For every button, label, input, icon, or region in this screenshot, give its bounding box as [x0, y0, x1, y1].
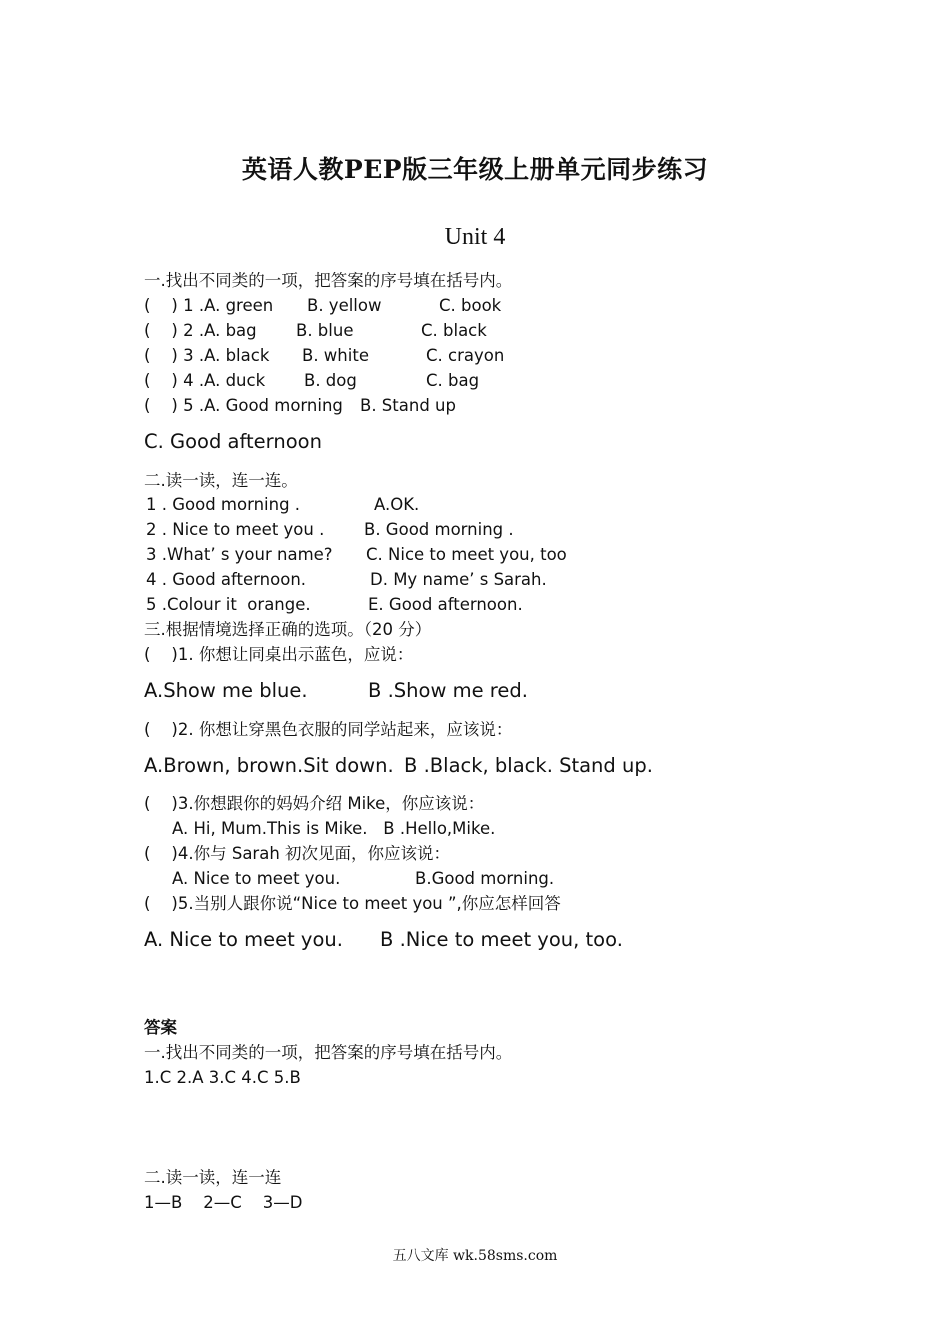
item-lead: ( ) 1 .A. green — [144, 296, 274, 315]
section1-heading: 一.找出不同类的一项，把答案的序号填在括号内。 — [144, 271, 513, 290]
answers-section2-values: 1—B 2—C 3—D — [144, 1193, 303, 1212]
question-5: ( )5.当别人跟你说“Nice to meet you ”,你应怎样回答 — [144, 894, 561, 913]
match-right: B. Good morning . — [364, 520, 514, 539]
item-option-c: C. black — [421, 321, 487, 340]
item-option-c: C. book — [439, 296, 502, 315]
item-option-c: C. bag — [426, 371, 480, 390]
question-3-options: A. Hi, Mum.This is Mike. B .Hello,Mike. — [172, 819, 496, 838]
question-3: ( )3.你想跟你的妈妈介绍 Mike，你应该说： — [144, 794, 485, 813]
item-lead: ( ) 5 .A. Good morning — [144, 396, 343, 415]
match-right: E. Good afternoon. — [368, 595, 523, 614]
question-5-option-b: B .Nice to meet you, too. — [380, 928, 623, 951]
answers-section1-heading: 一.找出不同类的一项，把答案的序号填在括号内。 — [144, 1043, 513, 1062]
item-lead: ( ) 3 .A. black — [144, 346, 270, 365]
item-option-b: B. Stand up — [360, 396, 456, 415]
question-2-option-b: B .Black, black. Stand up. — [404, 754, 653, 777]
item-lead: ( ) 2 .A. bag — [144, 321, 257, 340]
question-2: ( )2. 你想让穿黑色衣服的同学站起来，应该说： — [144, 720, 513, 739]
match-right: C. Nice to meet you, too — [366, 545, 567, 564]
unit-heading: Unit 4 — [444, 224, 506, 250]
question-1: ( )1. 你想让同桌出示蓝色，应说： — [144, 645, 414, 664]
match-left: 1 . Good morning . — [146, 495, 301, 514]
section3-heading: 三.根据情境选择正确的选项。（20 分） — [144, 620, 432, 639]
item-option-b: B. blue — [296, 321, 354, 340]
footer-watermark: 五八文库 wk.58sms.com — [392, 1248, 558, 1264]
match-left: 3 .What’ s your name? — [146, 545, 333, 564]
question-4: ( )4.你与 Sarah 初次见面，你应该说： — [144, 844, 451, 863]
item-option-b: B. dog — [304, 371, 357, 390]
match-left: 2 . Nice to meet you . — [146, 520, 325, 539]
match-left: 4 . Good afternoon. — [146, 570, 307, 589]
answers-section2-heading: 二.读一读，连一连 — [144, 1168, 282, 1187]
question-1-option-a: A.Show me blue. — [144, 679, 308, 702]
item5-option-c: C. Good afternoon — [144, 430, 322, 453]
document-title: 英语人教PEP版三年级上册单元同步练习 — [241, 155, 709, 184]
question-2-option-a: A.Brown, brown.Sit down. — [144, 754, 394, 777]
question-5-option-a: A. Nice to meet you. — [144, 928, 343, 951]
item-option-b: B. white — [302, 346, 369, 365]
question-4-option-b: B.Good morning. — [415, 869, 555, 888]
match-right: D. My name’ s Sarah. — [370, 570, 547, 589]
answers-section1-values: 1.C 2.A 3.C 4.C 5.B — [144, 1068, 301, 1087]
section2-heading: 二.读一读，连一连。 — [144, 471, 298, 490]
answers-heading: 答案 — [144, 1018, 177, 1037]
question-4-option-a: A. Nice to meet you. — [172, 869, 341, 888]
item-lead: ( ) 4 .A. duck — [144, 371, 266, 390]
match-left: 5 .Colour it orange. — [146, 595, 311, 614]
item-option-c: C. crayon — [426, 346, 505, 365]
match-right: A.OK. — [374, 495, 420, 514]
item-option-b: B. yellow — [307, 296, 382, 315]
question-1-option-b: B .Show me red. — [368, 679, 528, 702]
